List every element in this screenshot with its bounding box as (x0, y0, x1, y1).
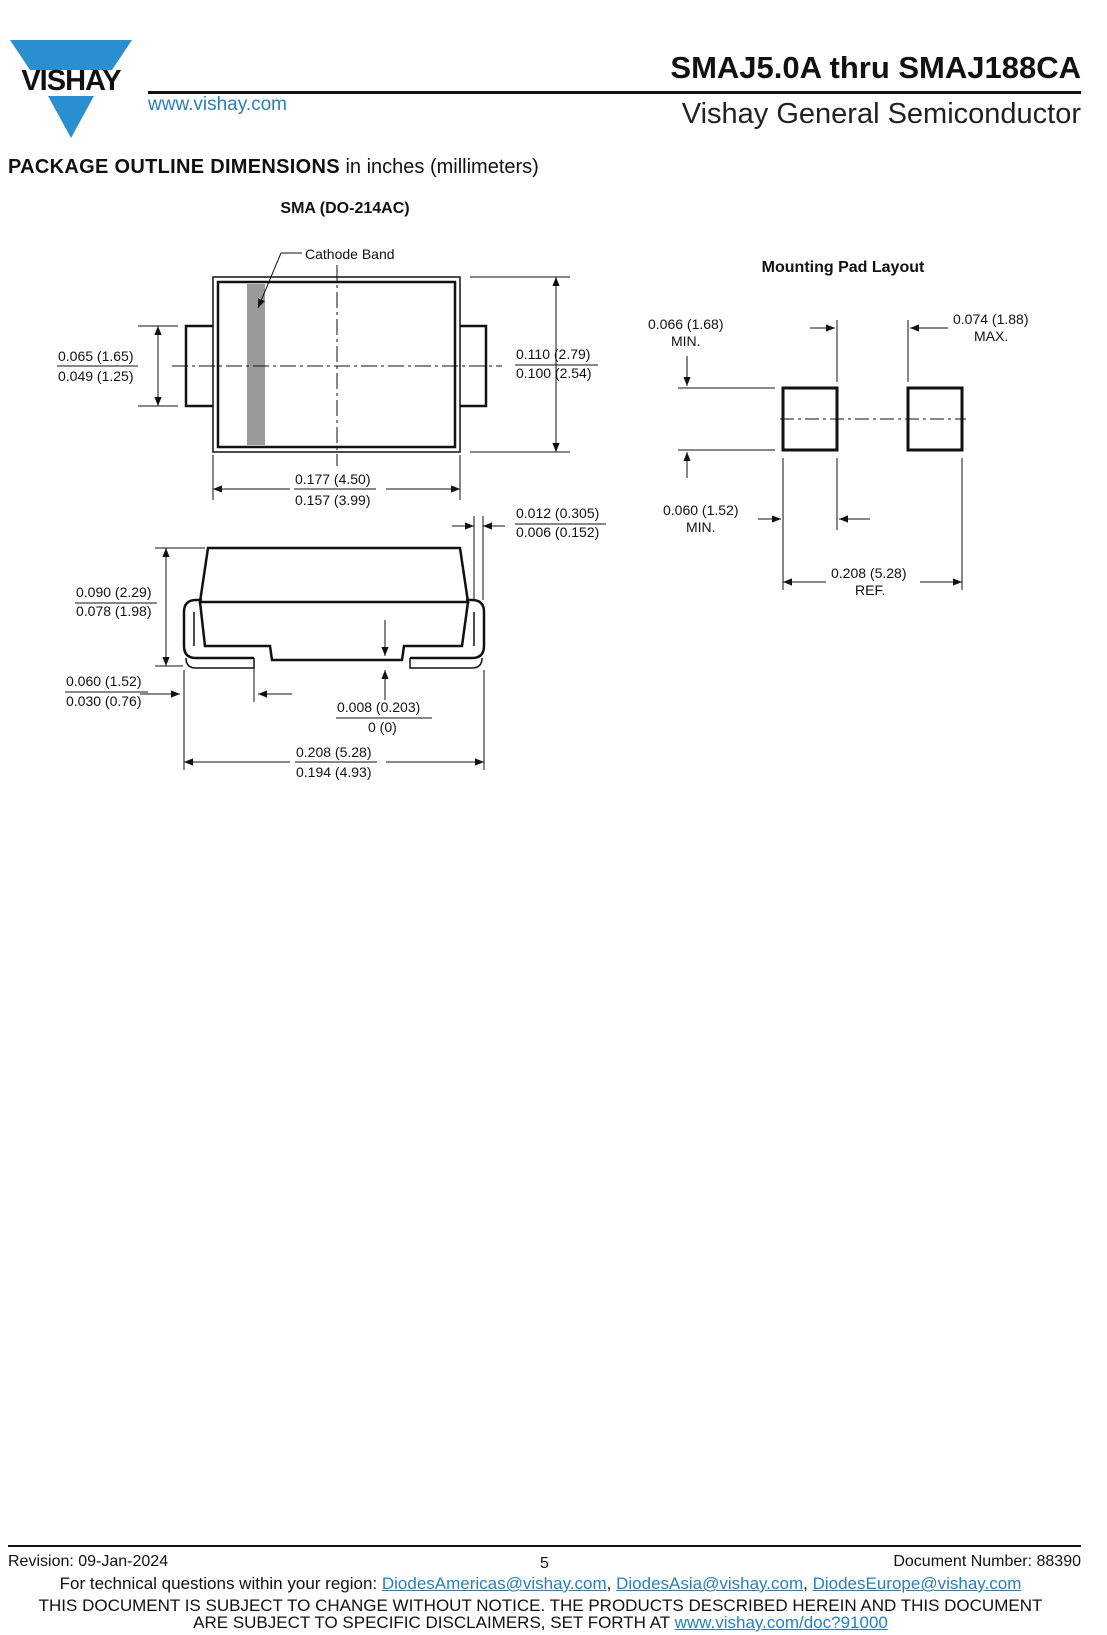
dim-overall-length-max: 0.208 (5.28) (296, 744, 372, 760)
package-caption: SMA (DO-214AC) (280, 200, 410, 217)
body-top-profile (200, 548, 468, 602)
footer-divider (8, 1545, 1081, 1547)
separator: , (606, 1574, 617, 1593)
page-number: 5 (540, 1555, 549, 1572)
dim-pad-gap-value: 0.074 (1.88) (953, 311, 1029, 327)
dim-height-max: 0.090 (2.29) (76, 584, 152, 600)
disclaimer-link[interactable]: www.vishay.com/doc?91000 (674, 1613, 888, 1632)
pad-layout-caption: Mounting Pad Layout (761, 259, 925, 276)
website-link[interactable]: www.vishay.com (148, 94, 288, 115)
disclaimer-line-2 (0, 1614, 1081, 1631)
dim-body-height-min: 0.100 (2.54) (516, 365, 592, 381)
email-europe-link[interactable]: DiodesEurope@vishay.com (812, 1574, 1022, 1593)
dim-pad-height-value: 0.066 (1.68) (648, 316, 724, 332)
revision-date: Revision: 09-Jan-2024 (8, 1553, 169, 1570)
section-title: PACKAGE OUTLINE DIMENSIONS (8, 156, 340, 178)
dim-pad-height-note: MIN. (671, 333, 701, 349)
dim-pad-width-value: 0.060 (1.52) (663, 502, 739, 518)
logo-wordmark: VISHAY (21, 65, 121, 97)
technical-contact (0, 1574, 1081, 1594)
dim-body-width-min: 0.157 (3.99) (295, 492, 371, 508)
dim-pad-span-note: REF. (855, 582, 886, 598)
dim-lead-thickness-min: 0.006 (0.152) (516, 524, 600, 540)
contact-prefix: For technical questions within your region: (59, 1574, 382, 1593)
dim-pad-gap-note: MAX. (974, 328, 1009, 344)
dim-body-height-max: 0.110 (2.79) (516, 346, 591, 362)
right-lead-profile (410, 600, 484, 658)
disclaimer-line-1: THIS DOCUMENT IS SUBJECT TO CHANGE WITHOUT NOTICE. THE PRODUCTS DESCRIBED HEREIN AND THIS DOCUMENT (38, 1596, 1043, 1615)
dim-body-width-max: 0.177 (4.50) (295, 471, 371, 487)
dim-lead-thickness-max: 0.012 (0.305) (516, 505, 600, 521)
package-outline-drawing (0, 0, 1107, 800)
email-americas-link[interactable]: DiodesAmericas@vishay.com (381, 1574, 607, 1593)
dim-height-min: 0.078 (1.98) (76, 603, 152, 619)
document-title: SMAJ5.0A thru SMAJ188CA (670, 50, 1081, 85)
dim-lead-height-min: 0.049 (1.25) (58, 368, 134, 384)
dim-lead-height-max: 0.065 (1.65) (58, 348, 134, 364)
dim-pad-width-note: MIN. (686, 519, 716, 535)
dim-standoff-min: 0 (0) (368, 719, 397, 735)
side-view (184, 548, 484, 668)
email-asia-link[interactable]: DiodesAsia@vishay.com (616, 1574, 804, 1593)
cathode-band-label: Cathode Band (305, 246, 395, 262)
separator: , (803, 1574, 813, 1593)
legal-disclaimer (0, 1597, 1081, 1631)
disclaimer-line-2-text: ARE SUBJECT TO SPECIFIC DISCLAIMERS, SET FORTH AT (193, 1613, 675, 1632)
dim-overall-length-min: 0.194 (4.93) (296, 764, 372, 780)
dim-standoff-max: 0.008 (0.203) (337, 699, 421, 715)
cathode-band (247, 284, 265, 445)
body-bottom-profile (200, 602, 468, 660)
section-unit-note: in inches (millimeters) (345, 156, 539, 178)
dim-pad-span-value: 0.208 (5.28) (831, 565, 907, 581)
document-number: Document Number: 88390 (893, 1553, 1081, 1570)
top-view (172, 265, 502, 470)
dim-foot-length-max: 0.060 (1.52) (66, 673, 142, 689)
company-name: Vishay General Semiconductor (681, 98, 1081, 130)
dim-foot-length-min: 0.030 (0.76) (66, 693, 142, 709)
